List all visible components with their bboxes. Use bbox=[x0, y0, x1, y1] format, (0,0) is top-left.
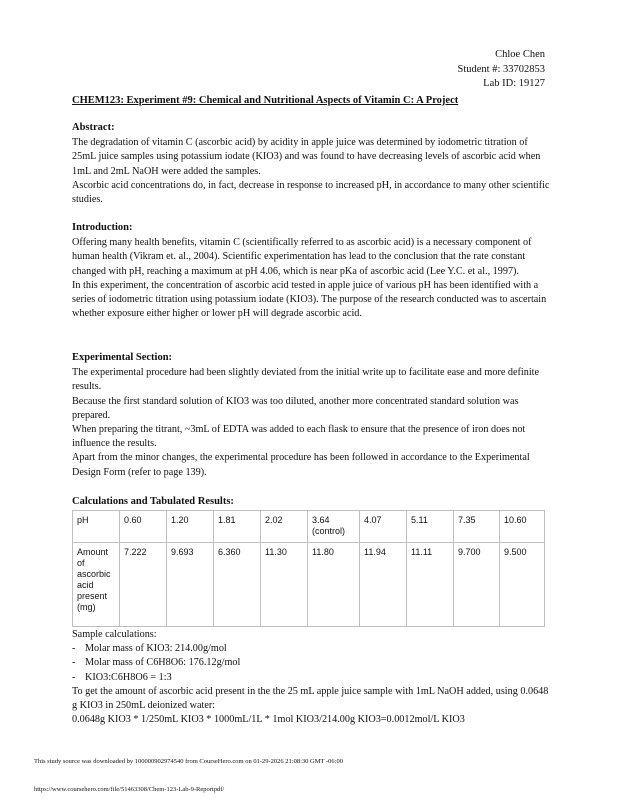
table-cell: 11.11 bbox=[407, 543, 454, 627]
abstract-paragraph-1: The degradation of vitamin C (ascorbic acid) by acidity in apple juice was determined by iodometric titration of 25mL juice samples using potassium iodate (KIO3) and was found to have decreasing levels of ascorbic acid when 1mL and 2mL NaOH were added the samples. bbox=[72, 137, 541, 177]
download-notice: This study source was downloaded by 100000902974540 from CourseHero.com on 01-29-2026 21:08:30 GMT -06:00 bbox=[34, 758, 343, 765]
table-cell: 11.30 bbox=[261, 543, 308, 627]
introduction-section bbox=[72, 221, 550, 321]
author-name: Chloe Chen bbox=[495, 49, 545, 60]
table-cell: 6.360 bbox=[214, 543, 261, 627]
table-cell: 1.20 bbox=[167, 511, 214, 543]
list-item: - KIO3:C6H8O6 = 1:3 bbox=[72, 671, 172, 683]
table-cell: 0.60 bbox=[120, 511, 167, 543]
table-cell: 4.07 bbox=[360, 511, 407, 543]
list-item-text: Molar mass of C6H8O6: 176.12g/mol bbox=[85, 657, 241, 669]
document-title: CHEM123: Experiment #9: Chemical and Nutritional Aspects of Vitamin C: A Project bbox=[72, 95, 459, 106]
table-cell: 11.94 bbox=[360, 543, 407, 627]
abstract-section bbox=[72, 121, 550, 207]
introduction-heading: Introduction: bbox=[72, 222, 133, 233]
table-cell: 7.35 bbox=[454, 511, 500, 543]
table-cell: 9.700 bbox=[454, 543, 500, 627]
experimental-paragraph-2: Because the first standard solution of KIO3 was too diluted, another more concentrated standard solution was prepared. bbox=[72, 395, 519, 421]
calc-intro: Sample calculations: bbox=[72, 629, 157, 640]
experimental-paragraph-3: When preparing the titrant, ~3mL of EDTA was added to each flask to ensure that the presence of iron does not influence the results. bbox=[72, 424, 526, 450]
sample-calculations bbox=[72, 628, 550, 727]
results-heading: Calculations and Tabulated Results: bbox=[72, 496, 234, 507]
table-cell: pH bbox=[73, 511, 120, 543]
list-item: - Molar mass of C6H8O6: 176.12g/mol bbox=[72, 657, 241, 669]
abstract-paragraph-2: Ascorbic acid concentrations do, in fact, decrease in response to increased pH, in accordance to many other scientific studies. bbox=[72, 179, 550, 206]
student-number: Student #: 33702853 bbox=[457, 63, 545, 75]
table-row-ph bbox=[73, 511, 545, 543]
table-cell: 9.693 bbox=[167, 543, 214, 627]
lab-id: Lab ID: 19127 bbox=[483, 78, 545, 89]
table-cell: 10.60 bbox=[500, 511, 545, 543]
table-cell: 1.81 bbox=[214, 511, 261, 543]
table-cell: 3.64 (control) bbox=[308, 511, 360, 543]
list-item-text: KIO3:C6H8O6 = 1:3 bbox=[85, 671, 172, 683]
introduction-paragraph-1: Offering many health benefits, vitamin C (scientifically referred to as ascorbic acid) is a necessary component of human health (Vikram et. al., 2004). Scientific experimentation has lead to the conclusion that the rate constant changed with pH, reaching a maximum at pH 4.06, which is near pKa of ascorbic acid (Lee Y.C. et al., 1997). bbox=[72, 237, 532, 277]
experimental-paragraph-4: Apart from the minor changes, the experimental procedure has been followed in accordance to the Experimental Design Form (refer to page 139). bbox=[72, 452, 530, 478]
table-cell: 2.02 bbox=[261, 511, 308, 543]
table-cell: Amount of ascorbic acid present (mg) bbox=[73, 543, 120, 627]
introduction-paragraph-2: In this experiment, the concentration of ascorbic acid tested in apple juice of various pH has been identified with a series of iodometric titration using potassium iodate (KIO3). The purpose of the research conducted was to ascertain whether exposure either higher or lower pH will degrade ascorbic acid. bbox=[72, 279, 547, 320]
experimental-paragraph-1: The experimental procedure had been slightly deviated from the initial write up to facilitate ease and more definite results. bbox=[72, 367, 540, 393]
calc-list bbox=[72, 642, 550, 685]
table-cell: 9.500 bbox=[500, 543, 545, 627]
table-row-amount bbox=[73, 543, 545, 627]
experimental-section bbox=[72, 351, 550, 480]
calc-paragraph-2: 0.0648g KIO3 * 1/250mL KIO3 * 1000mL/1L * 1mol KIO3/214.00g KIO3=0.0012mol/L KIO3 bbox=[72, 714, 465, 726]
experimental-heading: Experimental Section: bbox=[72, 352, 173, 363]
table-cell: 11.80 bbox=[308, 543, 360, 627]
source-url[interactable]: https://www.coursehero.com/file/51463308/Chem-123-Lab-9-Reportpdf/ bbox=[34, 786, 225, 793]
list-item: - Molar mass of KIO3: 214.00g/mol bbox=[72, 643, 227, 655]
results-table bbox=[72, 510, 545, 627]
table-cell: 5.11 bbox=[407, 511, 454, 543]
table-cell: 7.222 bbox=[120, 543, 167, 627]
list-item-text: Molar mass of KIO3: 214.00g/mol bbox=[85, 643, 227, 655]
calc-paragraph-1: To get the amount of ascorbic acid present in the the 25 mL apple juice sample with 1mL NaOH added, using 0.0648 g KIO3 in 250mL deionized water: bbox=[72, 685, 549, 712]
abstract-heading: Abstract: bbox=[72, 122, 115, 133]
author-header bbox=[457, 48, 545, 92]
